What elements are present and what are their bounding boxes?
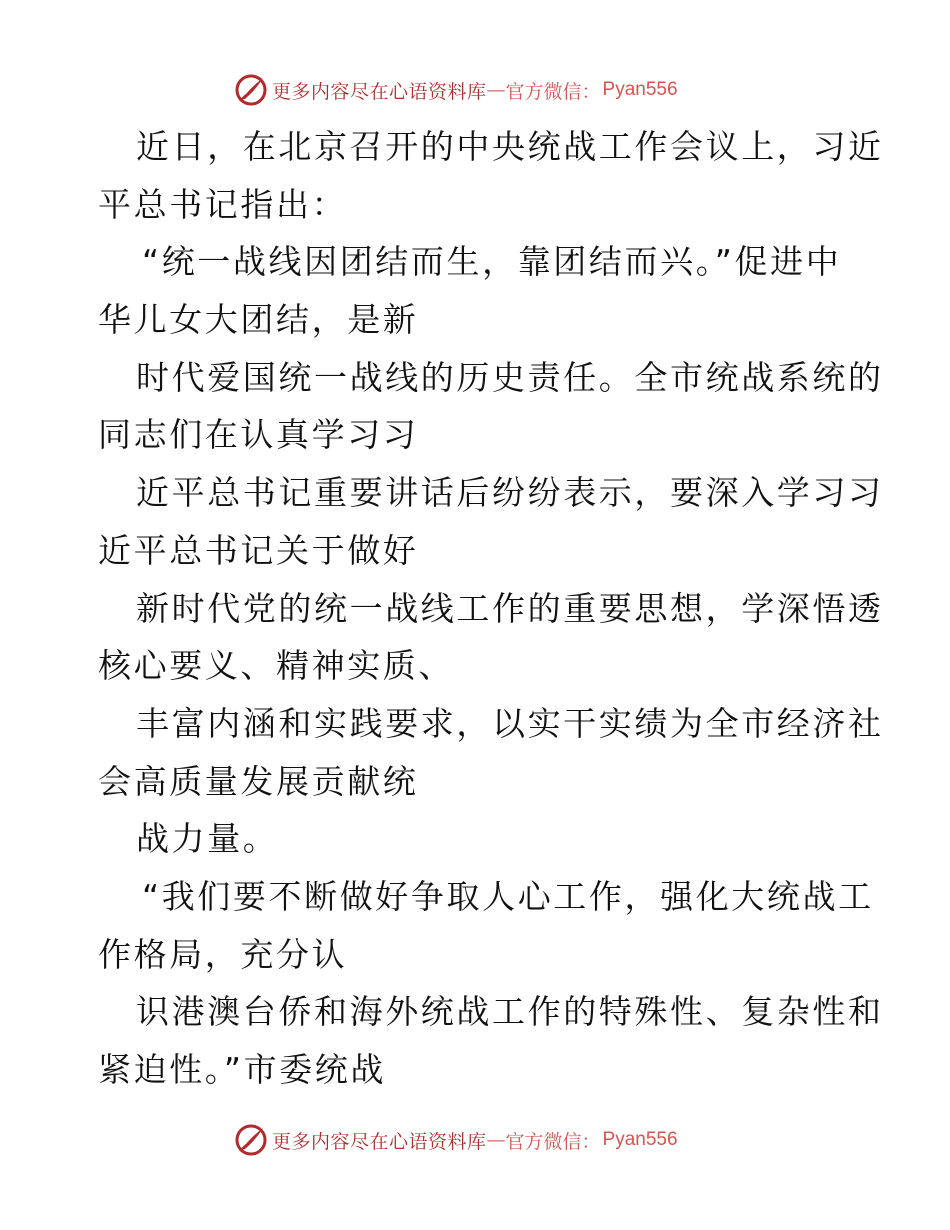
paragraph-line: “我们要不断做好争取人心工作，强化大统战工: [142, 876, 874, 916]
header-banner: [234, 70, 678, 110]
paragraph-line: 新时代党的统一战线工作的重要思想，学深悟透: [136, 588, 884, 628]
banner-wechat-label: 官方微信：: [505, 1130, 601, 1153]
paragraph-line: 近平总书记关于做好: [98, 530, 419, 570]
banner-wechat-id: Pyan556: [602, 1129, 678, 1150]
banner-separator: —: [486, 1129, 506, 1151]
paragraph-line: 平总书记指出：: [98, 184, 348, 224]
paragraph-line: 核心要义、精神实质、: [98, 646, 454, 686]
banner-site-text: 更多内容尽在心语资料库: [272, 80, 487, 103]
paragraph-line: 华儿女大团结，是新: [98, 300, 419, 340]
quill-seal-icon: [234, 1123, 268, 1157]
paragraph-line: 识港澳台侨和海外统战工作的特殊性、复杂性和: [136, 992, 884, 1032]
footer-banner: [234, 1120, 678, 1160]
paragraph-line: 同志们在认真学习习: [98, 415, 419, 455]
banner-separator: —: [486, 79, 506, 101]
paragraph-line: 紧迫性。”市委统战: [98, 1050, 386, 1089]
banner-wechat-id: Pyan556: [602, 79, 678, 100]
banner-site-text: 更多内容尽在心语资料库: [272, 1130, 487, 1153]
paragraph-line: 丰富内涵和实践要求，以实干实绩为全市经济社: [136, 703, 884, 743]
paragraph-line: 近平总书记重要讲话后纷纷表示，要深入学习习: [136, 473, 884, 513]
paragraph-line: 近日，在北京召开的中央统战工作会议上，习近: [136, 127, 884, 166]
paragraph-line: “统一战线因团结而生，靠团结而兴。”促进中: [142, 242, 842, 282]
paragraph-line: 会高质量发展贡献统: [98, 761, 419, 801]
document-body: [98, 118, 884, 1099]
quill-seal-icon: [234, 73, 268, 107]
banner-wechat-label: 官方微信：: [505, 80, 601, 103]
paragraph-line: 作格局，充分认: [98, 934, 348, 974]
paragraph-line: 战力量。: [136, 819, 279, 859]
paragraph-line: 时代爱国统一战线的历史责任。全市统战系统的: [136, 357, 884, 397]
